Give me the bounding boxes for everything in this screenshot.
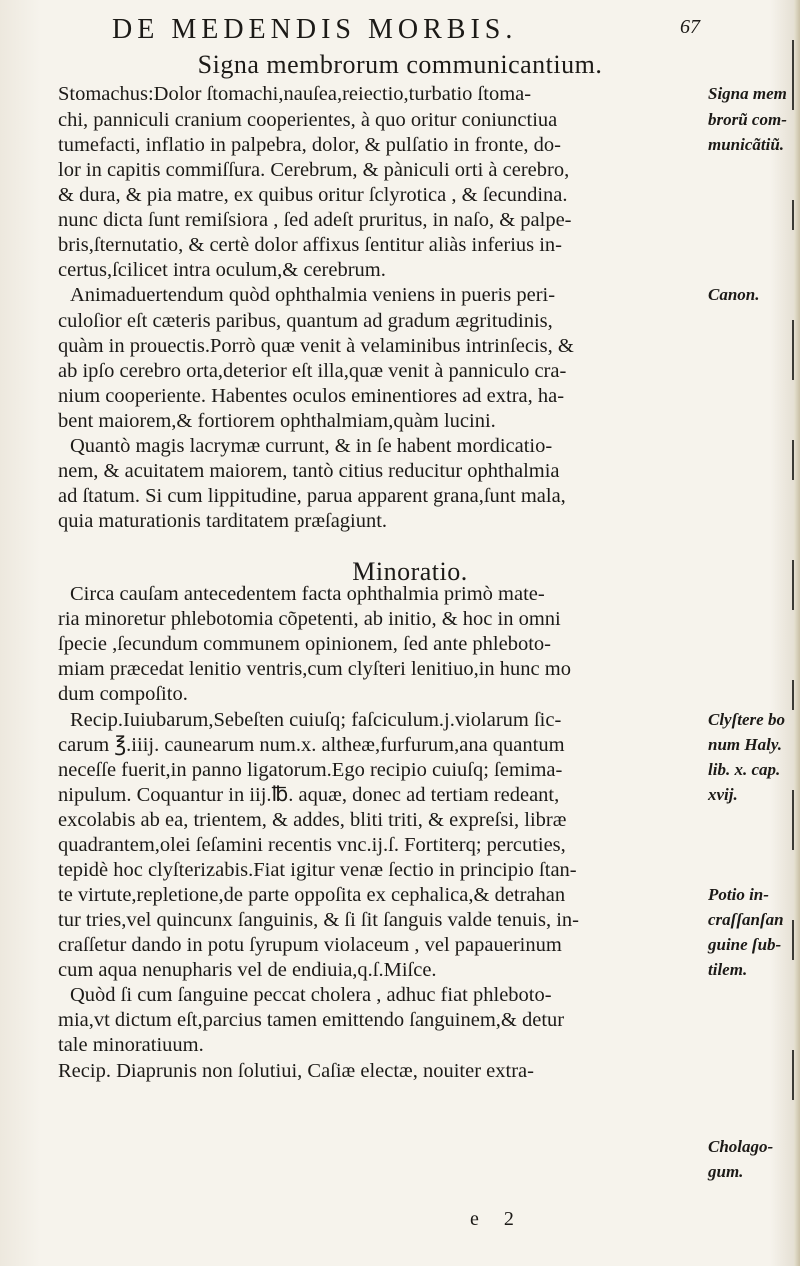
text-line: excolabis ab ea, trientem, & addes, bliti triti, & expreſsi, libræ	[58, 809, 567, 831]
text-line: tepidè hoc clyſterizabis.Fiat igitur venæ ſectio in principio ſtan-	[58, 859, 577, 881]
text-line: nem, & acuitatem maiorem, tantò citius reducitur ophthalmia	[58, 460, 560, 482]
margin-note: lib. x. cap.	[708, 760, 781, 779]
section-title-signa: Signa membrorum communicantium.	[197, 50, 603, 79]
section-title-minoratio: Minoratio.	[352, 557, 468, 586]
edge-shadow	[792, 560, 794, 610]
text-line: Animaduertendum quòd ophthalmia veniens in pueris peri-	[70, 284, 556, 306]
text-line: nipulum. Coquantur in iij.℔. aquæ, donec ad tertiam redeant,	[58, 784, 560, 806]
text-line: Quantò magis lacrymæ currunt, & in ſe habent mordicatio-	[70, 435, 553, 457]
text-line: tale minoratiuum.	[58, 1034, 204, 1056]
margin-note: municãtiũ.	[708, 135, 785, 154]
text-line: quia maturationis tarditatem præſagiunt.	[58, 510, 388, 532]
text-line: certus,ſcilicet intra oculum,& cerebrum.	[58, 259, 386, 281]
page-number: 67	[680, 16, 700, 38]
text-line: & dura, & pia matre, ex quibus oritur ſclyrotica , & ſecundina.	[58, 184, 568, 206]
edge-shadow	[792, 320, 794, 380]
text-line: bris,ſternutatio, & certè dolor affixus ſentitur aliàs inferius in-	[58, 234, 563, 256]
edge-shadow	[792, 920, 794, 960]
text-line: mia,vt dictum eſt,parcius tamen emittendo ſanguinem,& detur	[58, 1009, 565, 1031]
text-line: Recip.Iuiubarum,Sebeſten cuiuſq; faſciculum.j.violarum ſic-	[70, 709, 562, 731]
margin-note: gum.	[708, 1162, 744, 1181]
text-line: ad ſtatum. Si cum lippitudine, parua apparent grana,ſunt mala,	[58, 485, 566, 507]
text-line: neceſſe fuerit,in panno ligatorum.Ego recipio cuiuſq; ſemima-	[58, 759, 563, 781]
margin-note: Canon.	[708, 285, 760, 304]
margin-note: num Haly.	[708, 735, 782, 754]
text-line: Recip. Diaprunis non ſolutiui, Caſiæ electæ, nouiter extra-	[58, 1060, 534, 1082]
text-line: Stomachus:Dolor ſtomachi,nauſea,reiectio,turbatio ſtoma-	[58, 83, 532, 105]
margin-note: Cholago-	[708, 1137, 774, 1156]
edge-shadow	[792, 790, 794, 850]
text-line: te virtute,repletione,de parte oppoſita ex cephalica,& detrahan	[58, 884, 566, 906]
text-line: miam præcedat lenitio ventris,cum clyſteri lenitiuo,in hunc mo	[58, 658, 571, 680]
text-line: nunc dicta ſunt remiſsiora , ſed adeſt pruritus, in naſo, & palpe-	[58, 209, 572, 231]
edge-shadow	[792, 200, 794, 230]
margin-note: craſſanſan	[708, 910, 784, 929]
text-line: Circa cauſam antecedentem facta ophthalmia primò mate-	[70, 583, 545, 605]
text-line: lor in capitis commiſſura. Cerebrum, & pàniculi orti à cerebro,	[58, 159, 570, 181]
text-line: carum ℥.iiij. caunearum num.x. altheæ,furfurum,ana quantum	[58, 734, 565, 756]
edge-shadow	[792, 680, 794, 710]
edge-shadow	[792, 1050, 794, 1100]
margin-note: brorũ com-	[708, 110, 787, 129]
text-line: dum compoſito.	[58, 683, 188, 705]
text-line: ſpecie ,ſecundum communem opinionem, ſed ante phleboto-	[58, 633, 552, 655]
page-edge	[794, 0, 800, 1266]
text-line: tur tries,vel quincunx ſanguinis, & ſi ſit ſanguis valde tenuis, in-	[58, 909, 579, 931]
margin-note: Clyſtere bo	[708, 710, 785, 729]
running-head: DE MEDENDIS MORBIS.	[112, 14, 518, 45]
margin-note: tilem.	[708, 960, 748, 979]
margin-note: Signa mem	[708, 84, 787, 103]
text-line: Quòd ſi cum ſanguine peccat cholera , adhuc fiat phleboto-	[70, 984, 552, 1006]
edge-shadow	[792, 440, 794, 480]
text-line: culoſior eſt cæteris paribus, quantum ad gradum ægritudinis,	[58, 310, 553, 332]
margin-note: guine ſub-	[708, 935, 782, 954]
text-line: cum aqua nenupharis vel de endiuia,q.ſ.Miſce.	[58, 959, 437, 981]
text-line: bent maiorem,& fortiorem ophthalmiam,quàm lucini.	[58, 410, 496, 432]
signature-mark: e 2	[470, 1208, 524, 1230]
edge-shadow	[792, 40, 794, 110]
margin-note: xvij.	[708, 785, 738, 804]
text-line: ab ipſo cerebro orta,deterior eſt illa,quæ venit à panniculo cra-	[58, 360, 567, 382]
text-line: chi, panniculi cranium cooperientes, à quo oritur coniunctiua	[58, 109, 558, 131]
text-line: quadrantem,olei ſeſamini recentis vnc.ij.ſ. Fortiterq; percuties,	[58, 834, 566, 856]
text-line: tumefacti, inflatio in palpebra, dolor, & pulſatio in fronte, do-	[58, 134, 562, 156]
text-line: nium cooperiente. Habentes oculos eminentiores ad extra, ha-	[58, 385, 565, 407]
text-line: ria minoretur phlebotomia cõpetenti, ab initio, & hoc in omni	[58, 608, 561, 630]
text-line: quàm in prouectis.Porrò quæ venit à velaminibus intrinſecis, &	[58, 335, 574, 357]
text-line: craſſetur dando in potu ſyrupum violaceum , vel papauerinum	[58, 934, 562, 956]
margin-note: Potio in-	[708, 885, 769, 904]
